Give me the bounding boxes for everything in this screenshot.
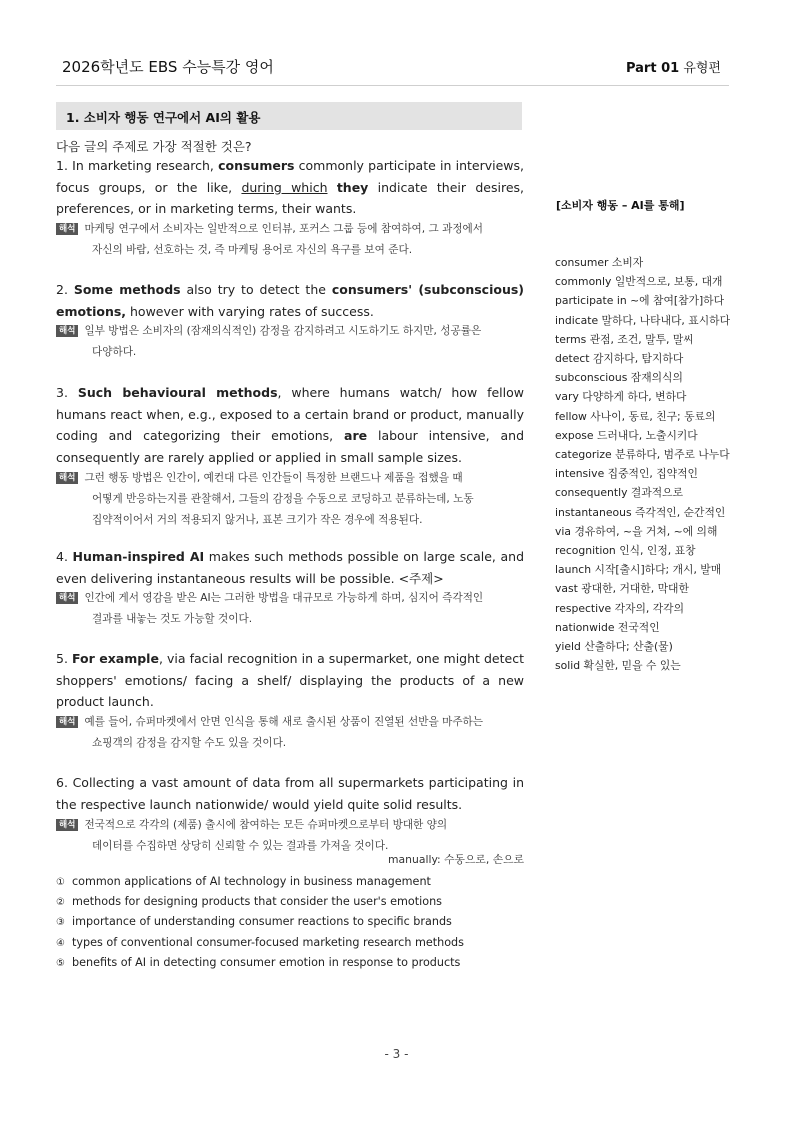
vocab-item: nationwide 전국적인 bbox=[555, 620, 660, 634]
translation-6: 해석 전국적으로 각각의 (제품) 출시에 참여하는 모든 슈퍼마켓으로부터 방대한 양의 데이터를 수집하면 상당히 신뢰할 수 있는 결과를 가져올 것이다. bbox=[56, 815, 524, 857]
vocab-item: vary 다양하게 하다, 변하다 bbox=[555, 390, 687, 404]
vocab-item: expose 드러내다, 노출시키다 bbox=[555, 428, 698, 442]
translation-1: 해석 마케팅 연구에서 소비자는 일반적으로 인터뷰, 포커스 그룹 등에 참여하여, 그 과정에서 자신의 바람, 선호하는 것, 즉 마케팅 용어로 자신의 욕구를 보여 준다. bbox=[56, 219, 524, 261]
vocab-item: commonly 일반적으로, 보통, 대개 bbox=[555, 275, 723, 289]
option-3[interactable]: ③ importance of understanding consumer reactions to specific brands bbox=[56, 915, 452, 929]
page-number: - 3 - bbox=[384, 1047, 409, 1061]
paragraph-5: 5. For example, via facial recognition in a supermarket, one might detect shoppers' emotions/ facing a shelf/ displaying the products of a new product launch. bbox=[56, 651, 524, 709]
paragraph-2: 2. Some methods also try to detect the consumers' (subconscious) emotions, however with varying rates of success. bbox=[56, 282, 524, 319]
vocab-item: launch 시작[출시]하다; 개시, 발매 bbox=[555, 563, 722, 577]
vocab-item: indicate 말하다, 나타내다, 표시하다 bbox=[555, 313, 731, 327]
vocab-item: categorize 분류하다, 범주로 나누다 bbox=[555, 448, 730, 462]
paragraph-3: 3. Such behavioural methods, where humans watch/ how fellow humans react when, e.g., exposed to a certain brand or product, manually coding and categorizing their emotions, are labour intensive, and consequently are rarely applied or applied in small sample sizes. bbox=[56, 385, 524, 465]
vocab-item: participate in ~에 참여[참가]하다 bbox=[555, 294, 725, 308]
vocab-item: terms 관점, 조건, 말투, 말씨 bbox=[555, 332, 694, 346]
translation-tag: 해석 bbox=[56, 223, 78, 235]
vocab-item: via 경유하여, ~을 거쳐, ~에 의해 bbox=[555, 524, 718, 538]
translation-4: 해석 인간에 게서 영감을 받은 AI는 그러한 방법을 대규모로 가능하게 하며, 심지어 즉각적인 결과를 내놓는 것도 가능할 것이다. bbox=[56, 588, 524, 630]
manually-note: manually: 수동으로, 손으로 bbox=[388, 853, 524, 866]
translation-5: 해석 예를 들어, 슈퍼마켓에서 안면 인식을 통해 새로 출시된 상품이 진열된 선반을 마주하는 쇼핑객의 감정을 감지할 수도 있을 것이다. bbox=[56, 712, 524, 754]
translation-tag: 해석 bbox=[56, 716, 78, 728]
vocab-item: consumer 소비자 bbox=[555, 256, 644, 269]
vocab-item: consequently 결과적으로 bbox=[555, 486, 684, 500]
translation-3: 해석 그런 행동 방법은 인간이, 예컨대 다른 인간들이 특정한 브랜드나 제품을 접했을 때 어떻게 반응하는지를 관찰해서, 그들의 감정을 수동으로 코딩하고 분류하는데, 노동 집약적이어서 거의 적용되지 않거나, 표본 크기가 작은 경우에 적용된다. bbox=[56, 468, 524, 531]
option-4[interactable]: ④ types of conventional consumer-focused marketing research methods bbox=[56, 935, 464, 949]
paragraph-6: 6. Collecting a vast amount of data from all supermarkets participating in the respective launch nationwide/ would yield quite solid results. bbox=[56, 775, 524, 812]
vocab-item: detect 감지하다, 탐지하다 bbox=[555, 352, 684, 366]
vocabulary-list bbox=[555, 253, 730, 675]
vocab-item: respective 각자의, 각각의 bbox=[555, 601, 685, 615]
section-name: 유형편 bbox=[683, 61, 721, 76]
vocab-item: intensive 집중적인, 집약적인 bbox=[555, 467, 698, 481]
book-title: 2026학년도 EBS 수능특강 영어 bbox=[62, 58, 274, 76]
vocab-item: yield 산출하다; 산출(물) bbox=[555, 640, 673, 654]
vocab-item: fellow 사나이, 동료, 친구; 동료의 bbox=[555, 409, 716, 423]
option-5[interactable]: ⑤ benefits of AI in detecting consumer emotion in response to products bbox=[56, 955, 461, 969]
translation-tag: 해석 bbox=[56, 819, 78, 831]
translation-tag: 해석 bbox=[56, 472, 78, 484]
part-number: Part 01 bbox=[625, 61, 680, 76]
translation-tag: 해석 bbox=[56, 325, 78, 337]
vocab-item: instantaneous 즉각적인, 순간적인 bbox=[555, 505, 726, 519]
option-2[interactable]: ② methods for designing products that consider the user's emotions bbox=[56, 895, 443, 909]
header-divider bbox=[56, 85, 729, 86]
question-prompt: 다음 글의 주제로 가장 적절한 것은? bbox=[56, 139, 252, 154]
vocab-item: solid 확실한, 믿을 수 있는 bbox=[555, 659, 681, 673]
paragraph-4: 4. Human-inspired AI makes such methods possible on large scale, and even delivering instantaneous results will be possible. <주제> bbox=[56, 549, 524, 586]
vocab-item: subconscious 잠재의식의 bbox=[555, 371, 683, 385]
translation-2: 해석 일부 방법은 소비자의 (잠재의식적인) 감정을 감지하려고 시도하기도 하지만, 성공률은 다양하다. bbox=[56, 321, 524, 363]
paragraph-1: 1. In marketing research, consumers commonly participate in interviews, focus groups, or the like, during which they indicate their desires, preferences, or in marketing terms, their wants. bbox=[56, 158, 524, 216]
translation-tag: 해석 bbox=[56, 592, 78, 604]
option-1[interactable]: ① common applications of AI technology in business management bbox=[56, 875, 431, 888]
vocab-item: vast 광대한, 거대한, 막대한 bbox=[555, 582, 689, 596]
part-label bbox=[626, 57, 721, 76]
answer-options bbox=[56, 872, 464, 973]
section-title: 1. 소비자 행동 연구에서 AI의 활용 bbox=[66, 110, 261, 125]
sidebar-title: [소비자 행동 – AI를 통해] bbox=[556, 199, 685, 212]
section-title-box bbox=[56, 102, 522, 130]
vocab-item: recognition 인식, 인정, 표창 bbox=[555, 544, 696, 558]
